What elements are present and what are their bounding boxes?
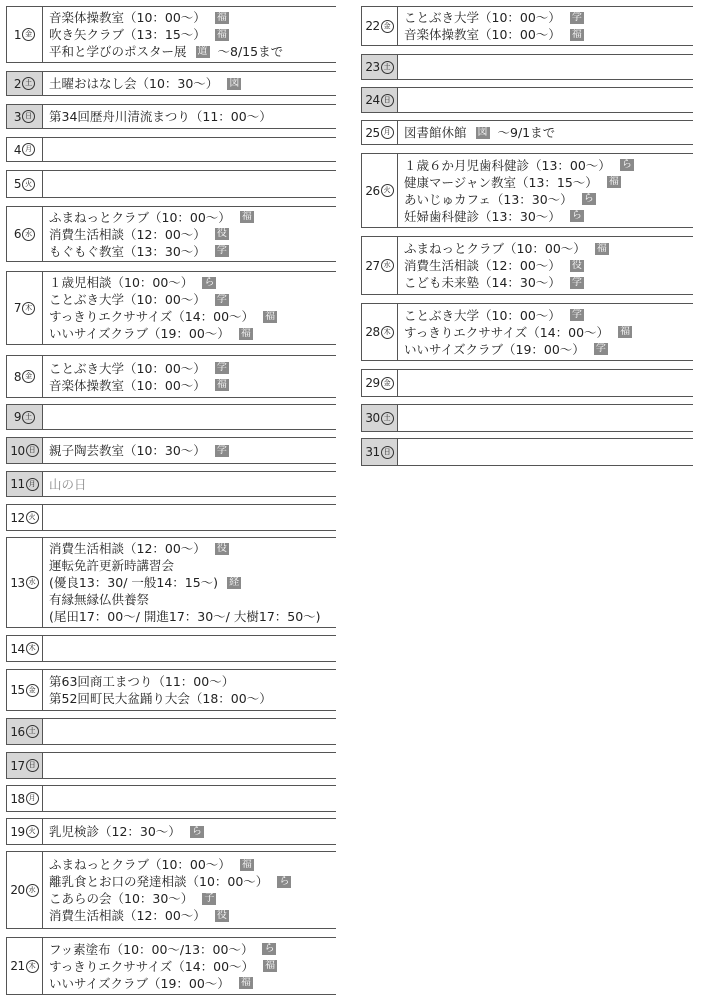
day-row-25 bbox=[361, 120, 693, 145]
day-number: 3 bbox=[13, 109, 22, 124]
venue-tag: 学 bbox=[571, 309, 582, 320]
event-text: ことぶき大学（10：00〜） bbox=[49, 360, 206, 376]
event-text: 消費生活相談（12：00〜） bbox=[49, 226, 206, 242]
day-row-27 bbox=[361, 236, 693, 295]
event-item bbox=[49, 690, 272, 707]
day-row-28 bbox=[361, 303, 693, 361]
venue-tag: 福 bbox=[241, 858, 252, 870]
event-item bbox=[404, 240, 609, 257]
venue-tag: 福 bbox=[240, 977, 251, 988]
event-list bbox=[49, 272, 277, 344]
event-list bbox=[49, 819, 204, 844]
event-list bbox=[49, 105, 272, 128]
venue-tag: 学 bbox=[595, 343, 606, 354]
weekday-circle: 水 bbox=[381, 259, 394, 272]
day-cell bbox=[6, 438, 43, 463]
event-item bbox=[49, 325, 277, 342]
venue-tag: 福 bbox=[608, 176, 619, 187]
weekday-circle: 火 bbox=[381, 184, 394, 197]
event-item bbox=[404, 174, 634, 191]
event-item bbox=[404, 341, 632, 358]
event-text: 土曜おはなし会（10：30〜） bbox=[49, 76, 219, 91]
event-item bbox=[49, 476, 87, 493]
day-row-30 bbox=[361, 404, 693, 432]
event-list bbox=[49, 472, 87, 496]
event-text: すっきりエクササイズ（14：00〜） bbox=[404, 324, 610, 340]
venue-tag: ら bbox=[621, 159, 632, 170]
event-list bbox=[49, 538, 321, 627]
event-list bbox=[49, 72, 241, 95]
venue-tag: ら bbox=[191, 825, 202, 837]
venue-tag: 福 bbox=[571, 28, 582, 40]
venue-tag: 役 bbox=[216, 909, 227, 921]
event-list bbox=[404, 154, 634, 227]
venue-tag: 役 bbox=[216, 542, 227, 554]
event-text: 親子陶芸教室（10：30〜） bbox=[49, 443, 206, 458]
day-row-10 bbox=[6, 437, 336, 464]
day-number: 31 bbox=[365, 445, 380, 459]
event-item bbox=[49, 823, 204, 840]
event-list bbox=[49, 207, 254, 261]
event-item bbox=[404, 124, 555, 141]
day-row-13 bbox=[6, 537, 336, 628]
day-number: 14 bbox=[10, 641, 25, 656]
event-item bbox=[404, 307, 632, 324]
weekday-circle: 月 bbox=[22, 143, 35, 156]
venue-tag: 学 bbox=[216, 444, 227, 456]
day-cell bbox=[361, 439, 398, 465]
event-item bbox=[49, 243, 254, 260]
event-item bbox=[49, 26, 283, 43]
day-row-22 bbox=[361, 6, 693, 46]
event-text: いいサイズクラブ（19：00〜） bbox=[49, 975, 230, 991]
event-text: 第52回町民大盆踊り大会（18：00〜） bbox=[49, 691, 272, 706]
weekday-circle: 土 bbox=[22, 411, 35, 424]
event-text: こども未来塾（14：30〜） bbox=[404, 275, 561, 290]
event-item bbox=[404, 9, 584, 26]
event-item bbox=[49, 291, 277, 308]
event-text: ふまねっとクラブ（10：00〜） bbox=[49, 209, 231, 225]
day-number: 7 bbox=[13, 301, 22, 315]
day-cell bbox=[6, 356, 43, 397]
weekday-circle: 土 bbox=[26, 725, 39, 738]
event-text: ふまねっとクラブ（10：00〜） bbox=[49, 857, 231, 872]
day-cell bbox=[361, 7, 398, 45]
day-row-23 bbox=[361, 54, 693, 80]
event-text: あいじゅカフェ（13：30〜） bbox=[404, 191, 573, 207]
event-item bbox=[404, 191, 634, 208]
day-row-8 bbox=[6, 355, 336, 398]
event-item bbox=[49, 540, 321, 557]
venue-tag: 福 bbox=[620, 326, 631, 337]
day-row-17 bbox=[6, 752, 336, 779]
day-row-20 bbox=[6, 851, 336, 929]
event-text: 健康マージャン教室（13：15〜） bbox=[404, 174, 598, 190]
day-number: 19 bbox=[10, 824, 25, 839]
venue-tag: 福 bbox=[216, 11, 227, 23]
event-text: １歳６か月児歯科健診（13：00〜） bbox=[404, 157, 611, 173]
event-item bbox=[49, 226, 254, 243]
event-text: ことぶき大学（10：00〜） bbox=[404, 10, 561, 25]
weekday-circle: 月 bbox=[26, 478, 39, 491]
event-text: ことぶき大学（10：00〜） bbox=[49, 292, 206, 307]
event-text: 山の日 bbox=[49, 476, 87, 492]
venue-tag: 福 bbox=[216, 28, 227, 40]
day-cell bbox=[6, 472, 43, 496]
event-text: 乳児検診（12：30〜） bbox=[49, 824, 181, 839]
event-item bbox=[49, 308, 277, 325]
event-list bbox=[49, 356, 229, 397]
day-number: 6 bbox=[13, 227, 22, 241]
day-row-15 bbox=[6, 669, 336, 711]
venue-tag: 学 bbox=[216, 362, 227, 373]
weekday-circle: 土 bbox=[381, 61, 394, 74]
event-item bbox=[49, 377, 229, 394]
event-text: すっきりエクササイズ（14：00〜） bbox=[49, 309, 255, 324]
day-cell bbox=[6, 171, 43, 197]
day-cell bbox=[6, 938, 43, 994]
day-row-2 bbox=[6, 71, 336, 96]
venue-tag: ら bbox=[583, 193, 594, 204]
day-cell bbox=[6, 719, 43, 744]
venue-tag: ら bbox=[264, 943, 275, 954]
event-text: ふまねっとクラブ（10：00〜） bbox=[404, 241, 586, 256]
event-list bbox=[49, 670, 272, 710]
day-number: 28 bbox=[365, 325, 380, 339]
event-item bbox=[49, 941, 277, 958]
day-number: 18 bbox=[10, 791, 25, 806]
day-row-12 bbox=[6, 504, 336, 531]
event-item bbox=[404, 257, 609, 274]
weekday-circle: 金 bbox=[381, 20, 394, 33]
event-text: ことぶき大学（10：00〜） bbox=[404, 307, 561, 323]
day-number: 26 bbox=[365, 183, 380, 198]
event-item bbox=[404, 26, 584, 43]
day-cell bbox=[361, 237, 398, 294]
event-item bbox=[404, 157, 634, 174]
day-number: 17 bbox=[10, 758, 25, 773]
venue-tag: 図 bbox=[229, 77, 240, 89]
event-list bbox=[404, 7, 584, 45]
day-row-29 bbox=[361, 369, 693, 397]
day-number: 16 bbox=[10, 724, 25, 739]
weekday-circle: 金 bbox=[26, 684, 39, 697]
weekday-circle: 月 bbox=[381, 126, 394, 139]
day-cell bbox=[361, 405, 398, 431]
event-text: 図書館休館 bbox=[404, 125, 467, 140]
venue-tag: 学 bbox=[216, 245, 227, 256]
weekday-circle: 日 bbox=[381, 446, 394, 459]
event-text: 平和と学びのポスター展 bbox=[49, 44, 187, 59]
event-item bbox=[49, 574, 321, 591]
event-text: すっきりエクササイズ（14：00〜） bbox=[49, 958, 255, 974]
venue-tag: 道 bbox=[197, 45, 208, 57]
event-text: (優良13：30/ 一般14：15〜) bbox=[49, 575, 219, 590]
day-cell bbox=[6, 819, 43, 844]
event-list bbox=[404, 304, 632, 360]
day-row-26 bbox=[361, 153, 693, 228]
day-number: 10 bbox=[10, 443, 25, 458]
event-item bbox=[49, 873, 291, 890]
day-cell bbox=[6, 753, 43, 778]
day-cell bbox=[361, 55, 398, 79]
event-item bbox=[49, 673, 272, 690]
day-cell bbox=[6, 272, 43, 344]
event-text: こあらの会（10：30〜） bbox=[49, 891, 194, 906]
day-number: 2 bbox=[13, 76, 22, 91]
weekday-circle: 金 bbox=[22, 28, 35, 41]
day-number: 23 bbox=[365, 60, 380, 74]
day-row-7 bbox=[6, 271, 336, 345]
day-number: 15 bbox=[10, 683, 25, 697]
event-text: いいサイズクラブ（19：00〜） bbox=[404, 341, 585, 357]
venue-tag: 福 bbox=[265, 310, 276, 322]
venue-tag: 学 bbox=[571, 276, 582, 288]
event-text: 音楽体操教室（10：00〜） bbox=[404, 27, 561, 42]
event-text: (尾田17：00〜/ 開進17：30〜/ 大樹17：50〜) bbox=[49, 609, 321, 624]
day-row-11 bbox=[6, 471, 336, 497]
day-cell bbox=[6, 786, 43, 811]
venue-tag: 子 bbox=[204, 892, 215, 904]
event-item bbox=[49, 591, 321, 608]
event-text: 音楽体操教室（10：00〜） bbox=[49, 10, 206, 25]
venue-tag: ら bbox=[204, 276, 215, 288]
event-text: 第34回歴舟川清流まつり（11：00〜） bbox=[49, 109, 272, 124]
weekday-circle: 木 bbox=[26, 642, 39, 655]
event-text: 妊婦歯科健診（13：30〜） bbox=[404, 208, 561, 224]
day-number: 30 bbox=[365, 411, 380, 425]
day-cell bbox=[6, 72, 43, 95]
day-row-9 bbox=[6, 404, 336, 430]
day-row-18 bbox=[6, 785, 336, 812]
day-cell bbox=[361, 370, 398, 396]
event-text: 音楽体操教室（10：00〜） bbox=[49, 377, 206, 393]
weekday-circle: 水 bbox=[26, 884, 39, 897]
day-row-21 bbox=[6, 937, 336, 995]
day-number: 13 bbox=[10, 575, 25, 590]
day-row-31 bbox=[361, 438, 693, 466]
venue-tag: 学 bbox=[571, 11, 582, 23]
event-item bbox=[49, 608, 321, 625]
day-row-14 bbox=[6, 635, 336, 662]
venue-tag: 福 bbox=[240, 327, 251, 339]
event-period: 〜8/15まで bbox=[217, 44, 284, 59]
day-number: 22 bbox=[365, 19, 380, 33]
weekday-circle: 水 bbox=[26, 576, 39, 589]
event-item bbox=[49, 209, 254, 226]
event-text: いいサイズクラブ（19：00〜） bbox=[49, 326, 230, 341]
venue-tag: 福 bbox=[216, 379, 227, 390]
weekday-circle: 金 bbox=[22, 370, 35, 383]
event-period: 〜9/1まで bbox=[497, 125, 556, 140]
day-number: 5 bbox=[13, 177, 22, 191]
day-row-5 bbox=[6, 170, 336, 198]
weekday-circle: 水 bbox=[22, 228, 35, 241]
day-number: 25 bbox=[365, 125, 380, 140]
event-text: 第63回商工まつり（11：00〜） bbox=[49, 674, 235, 689]
day-cell bbox=[6, 670, 43, 710]
event-text: 離乳食とお口の発達相談（10：00〜） bbox=[49, 874, 269, 889]
day-number: 29 bbox=[365, 376, 380, 390]
event-text: 消費生活相談（12：00〜） bbox=[404, 258, 561, 273]
venue-tag: 経 bbox=[229, 576, 240, 588]
event-item bbox=[49, 557, 321, 574]
venue-tag: 役 bbox=[216, 228, 227, 239]
day-cell bbox=[361, 154, 398, 227]
event-item bbox=[49, 9, 283, 26]
day-number: 12 bbox=[10, 510, 25, 525]
event-item bbox=[49, 890, 291, 907]
venue-tag: 図 bbox=[477, 126, 488, 138]
day-cell bbox=[6, 852, 43, 928]
weekday-circle: 火 bbox=[26, 825, 39, 838]
day-row-24 bbox=[361, 87, 693, 113]
weekday-circle: 木 bbox=[26, 960, 39, 973]
event-item bbox=[404, 274, 609, 291]
event-item bbox=[49, 274, 277, 291]
day-number: 8 bbox=[13, 369, 22, 384]
event-list bbox=[49, 438, 229, 463]
day-row-3 bbox=[6, 104, 336, 129]
venue-tag: ら bbox=[279, 875, 290, 887]
day-row-4 bbox=[6, 137, 336, 162]
weekday-circle: 日 bbox=[381, 94, 394, 107]
day-number: 20 bbox=[10, 883, 25, 897]
event-list bbox=[49, 938, 277, 994]
day-row-6 bbox=[6, 206, 336, 262]
weekday-circle: 木 bbox=[381, 326, 394, 339]
day-number: 27 bbox=[365, 258, 380, 273]
event-item bbox=[49, 975, 277, 992]
day-cell bbox=[361, 121, 398, 144]
event-item bbox=[49, 75, 241, 92]
event-text: 有縁無縁仏供養祭 bbox=[49, 592, 150, 607]
event-text: １歳児相談（10：00〜） bbox=[49, 275, 194, 290]
day-row-16 bbox=[6, 718, 336, 745]
day-cell bbox=[6, 405, 43, 429]
venue-tag: ら bbox=[571, 210, 582, 221]
event-item bbox=[49, 43, 283, 60]
event-item bbox=[404, 324, 632, 341]
weekday-circle: 火 bbox=[22, 178, 35, 191]
venue-tag: 役 bbox=[571, 259, 582, 271]
weekday-circle: 日 bbox=[22, 110, 35, 123]
day-number: 24 bbox=[365, 93, 380, 107]
event-text: 吹き矢クラブ（13：15〜） bbox=[49, 27, 206, 42]
event-item bbox=[49, 108, 272, 125]
event-item bbox=[49, 442, 229, 459]
event-text: 運転免許更新時講習会 bbox=[49, 558, 175, 573]
venue-tag: 福 bbox=[241, 211, 252, 222]
day-cell bbox=[361, 304, 398, 360]
day-row-19 bbox=[6, 818, 336, 845]
venue-tag: 福 bbox=[265, 960, 276, 971]
day-number: 4 bbox=[13, 142, 22, 157]
weekday-circle: 土 bbox=[22, 77, 35, 90]
day-number: 9 bbox=[13, 410, 22, 424]
day-cell bbox=[6, 105, 43, 128]
event-list bbox=[49, 852, 291, 928]
event-item bbox=[49, 907, 291, 924]
weekday-circle: 金 bbox=[381, 377, 394, 390]
weekday-circle: 木 bbox=[22, 302, 35, 315]
event-text: 消費生活相談（12：00〜） bbox=[49, 541, 206, 556]
day-number: 1 bbox=[13, 27, 22, 42]
event-text: もぐもぐ教室（13：30〜） bbox=[49, 243, 206, 259]
event-list bbox=[404, 121, 555, 144]
venue-tag: 福 bbox=[596, 242, 607, 254]
weekday-circle: 日 bbox=[26, 759, 39, 772]
day-cell bbox=[6, 636, 43, 661]
event-list bbox=[49, 7, 283, 62]
weekday-circle: 土 bbox=[381, 412, 394, 425]
day-cell bbox=[6, 207, 43, 261]
event-list bbox=[404, 237, 609, 294]
day-cell bbox=[361, 88, 398, 112]
day-cell bbox=[6, 138, 43, 161]
event-text: 消費生活相談（12：00〜） bbox=[49, 908, 206, 923]
day-number: 21 bbox=[10, 959, 25, 973]
day-cell bbox=[6, 7, 43, 62]
weekday-circle: 月 bbox=[26, 792, 39, 805]
weekday-circle: 火 bbox=[26, 511, 39, 524]
day-number: 11 bbox=[10, 477, 25, 491]
weekday-circle: 日 bbox=[26, 444, 39, 457]
event-item bbox=[49, 360, 229, 377]
day-row-1 bbox=[6, 6, 336, 63]
event-item bbox=[49, 856, 291, 873]
day-cell bbox=[6, 505, 43, 530]
event-item bbox=[404, 208, 634, 225]
venue-tag: 学 bbox=[216, 293, 227, 305]
event-text: フッ素塗布（10：00〜/13：00〜） bbox=[49, 941, 254, 957]
event-item bbox=[49, 958, 277, 975]
day-cell bbox=[6, 538, 43, 627]
